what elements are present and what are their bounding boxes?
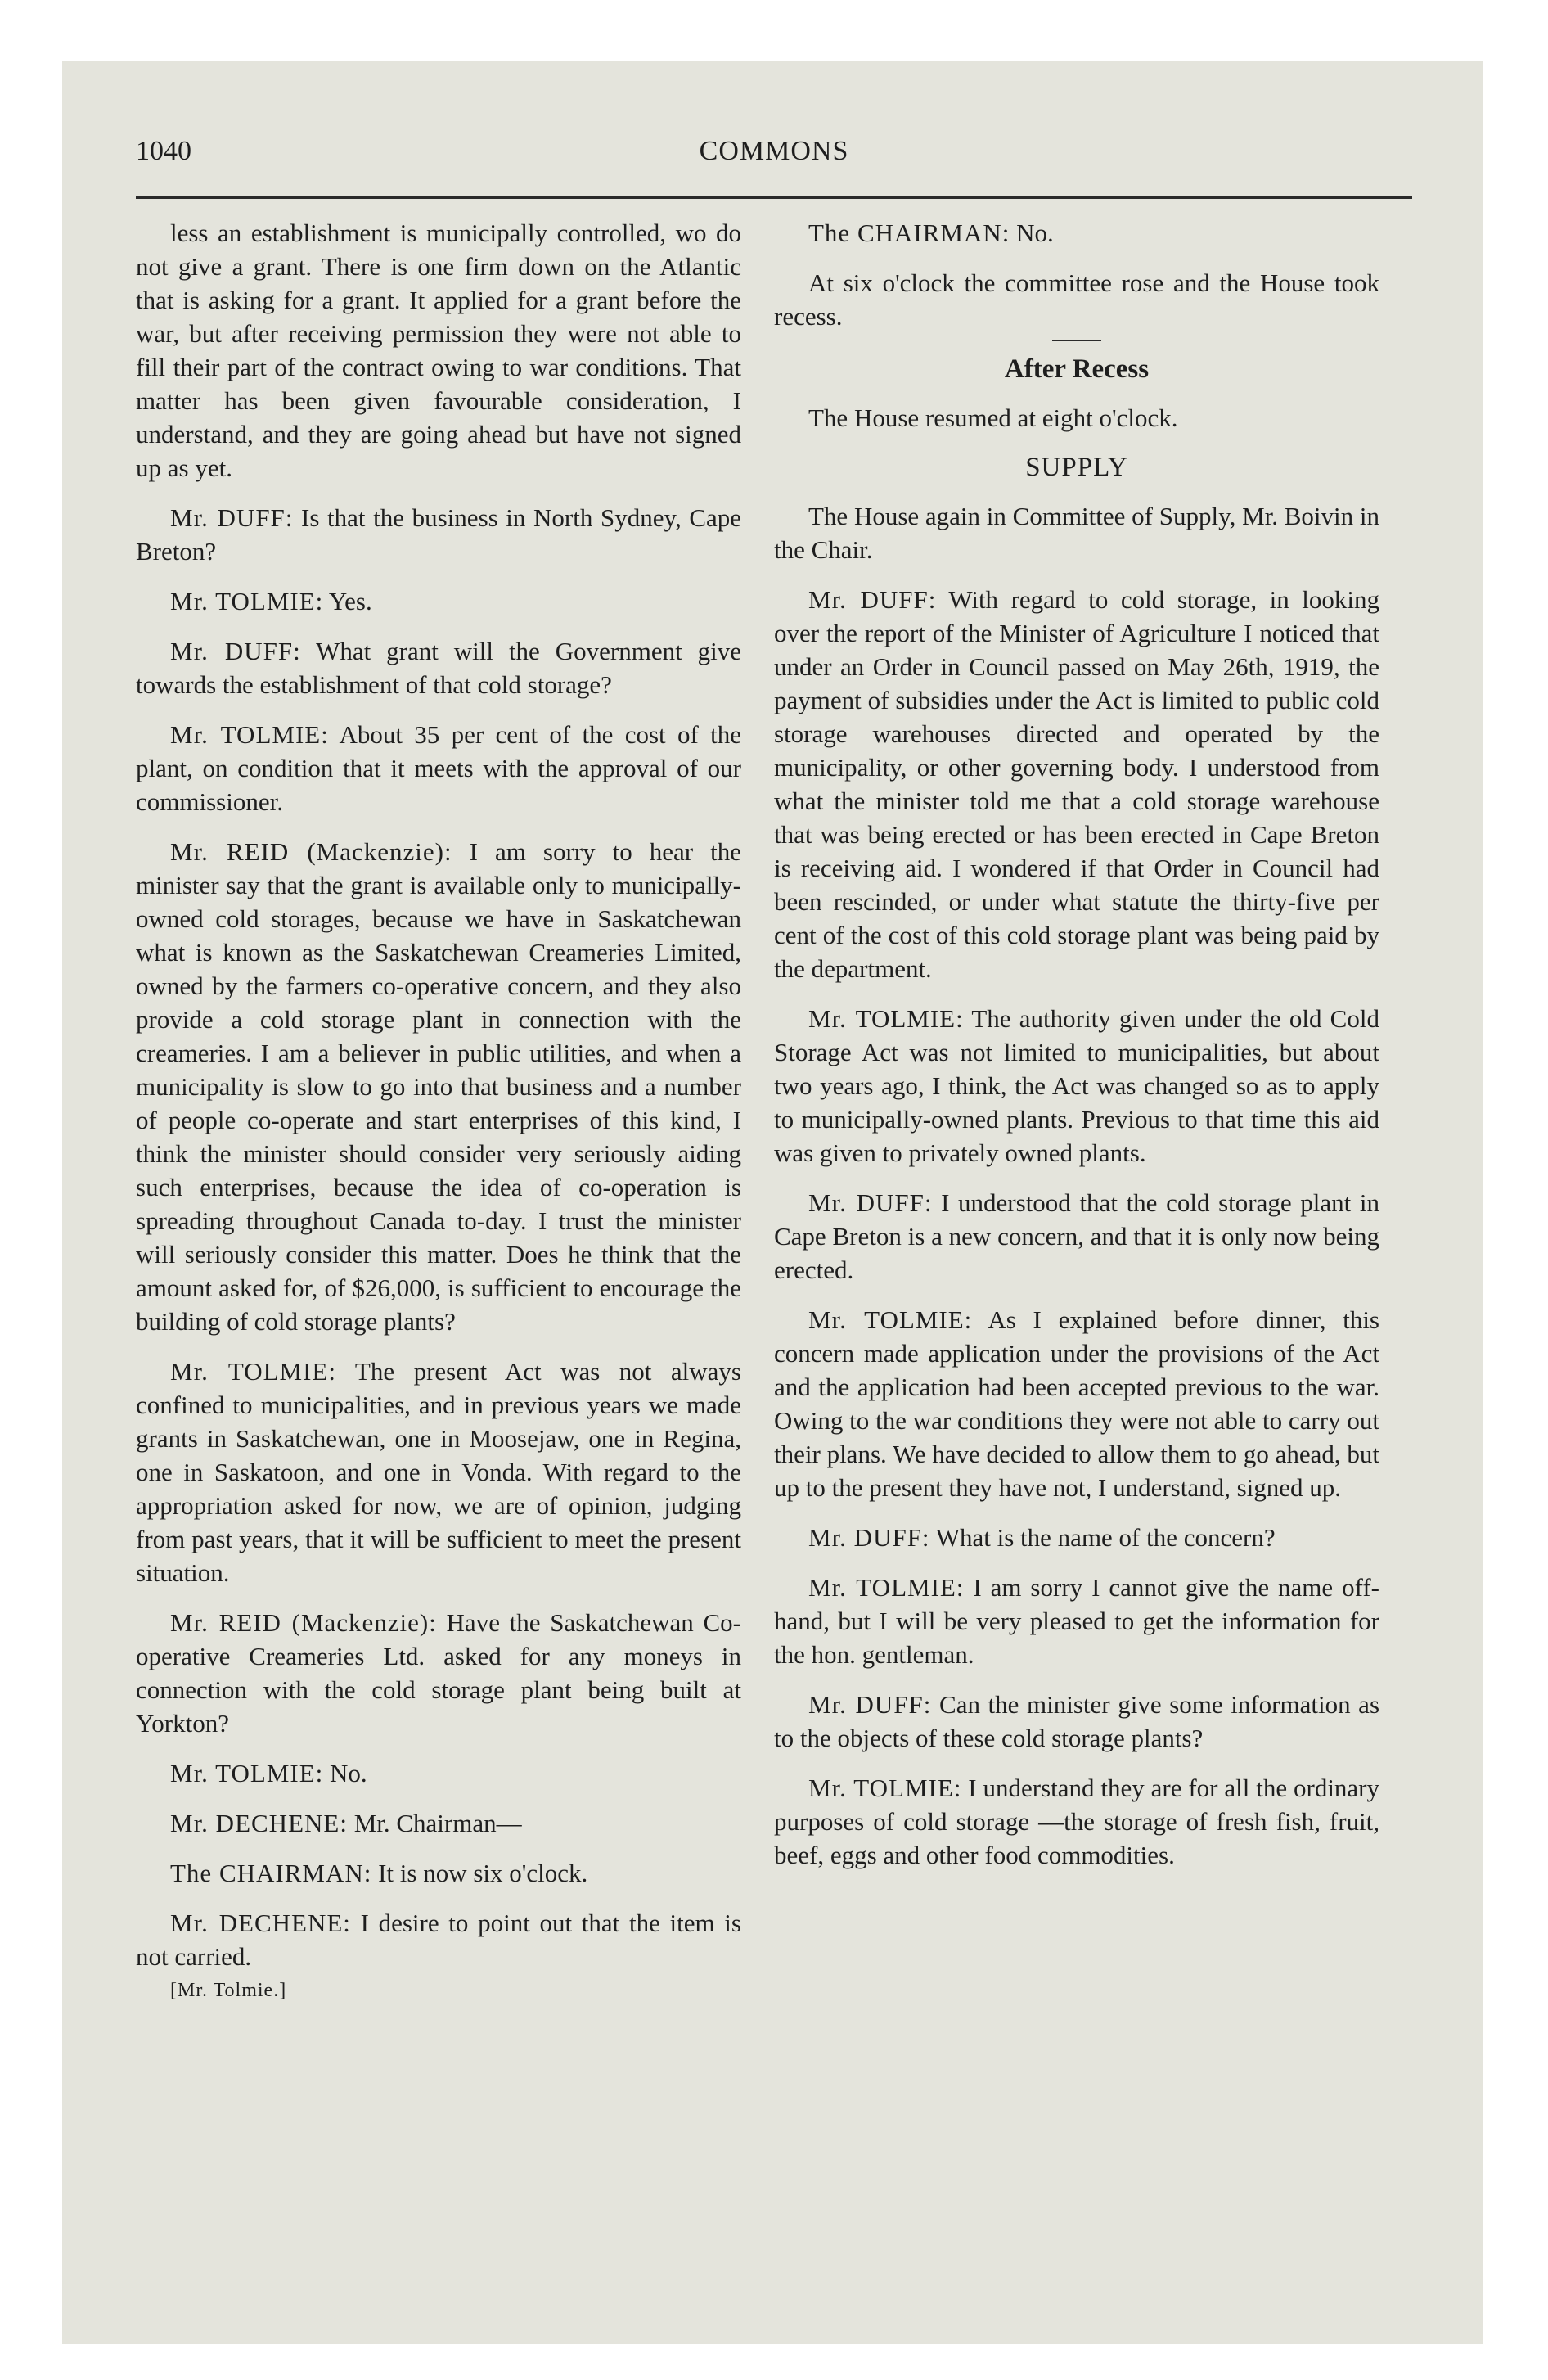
speaker-name: Mr. DUFF:	[170, 503, 294, 532]
speech-text: The present Act was not always confined to municipalities, and in previous years we made grants in Saskatchewan, one in Moosejaw, one in Regina, one in Saskatoon, and one in Vonda. With regard to the appropriation asked for now, we are of opinion, judging from past years, that it will be sufficient to meet the present situation.	[136, 1357, 741, 1587]
paragraph	[136, 835, 741, 1338]
speech-text: I desire to point out that the item is not carried.	[136, 1909, 741, 1971]
left-column	[136, 216, 741, 2003]
speaker-name: Mr. DUFF:	[170, 637, 301, 665]
paragraph	[136, 216, 741, 485]
speaker-name: Mr. TOLMIE:	[170, 587, 324, 615]
speaker-name: Mr. DECHENE:	[170, 1909, 351, 1937]
speech-text: What grant will the Government give towards the establishment of that cold storage?	[136, 637, 741, 699]
speaker-name: Mr. DUFF:	[808, 1188, 933, 1217]
paragraph	[136, 1906, 741, 1973]
page-header	[136, 136, 1412, 182]
paragraph	[774, 1771, 1379, 1872]
paragraph	[136, 718, 741, 818]
after-recess-heading: After Recess	[1004, 354, 1150, 384]
speaker-name: Mr. TOLMIE:	[170, 1357, 336, 1386]
speech-text: less an establishment is municipally controlled, wo do not give a grant. There is one firm down on the Atlantic that is asking for a grant. It applied for a grant before the war, but after receiving permission they were not able to fill their part of the contract owing to war conditions. That matter has been given favourable consideration, I understand, and they are going ahead but have not signed up as yet.	[136, 219, 741, 482]
paragraph	[136, 1756, 741, 1790]
paragraph	[774, 583, 1379, 985]
paragraph	[774, 1688, 1379, 1755]
section-divider	[1052, 340, 1101, 341]
speech-text: At six o'clock the committee rose and the House took recess.	[774, 268, 1379, 331]
paragraph	[136, 1355, 741, 1589]
paragraph	[774, 1002, 1379, 1170]
speech-text: Can the minister give some information as to the objects of these cold storage plants?	[774, 1690, 1380, 1752]
paragraph	[136, 1606, 741, 1740]
right-column	[774, 216, 1379, 1888]
page-number: 1040	[136, 136, 191, 166]
paragraph	[136, 634, 741, 701]
speaker-name: Mr. DUFF:	[808, 585, 937, 614]
speech-text: As I explained before dinner, this concern made application under the provisions of the Act and the application had been accepted previous to the war. Owing to the war conditions they were not able to carry out their plans. We have decided to allow them to go ahead, but up to the present they have not, I understand, signed up.	[774, 1305, 1379, 1502]
speaker-name: Mr. DECHENE:	[170, 1809, 348, 1837]
speaker-name: Mr. TOLMIE:	[808, 1004, 964, 1033]
speech-text: It is now six o'clock.	[378, 1859, 588, 1887]
paragraph	[774, 216, 1379, 250]
resumed-note: The House resumed at eight o'clock.	[808, 403, 1178, 432]
paragraph	[136, 1856, 741, 1890]
speech-text: I understand they are for all the ordinary purposes of cold storage —the storage of fresh fish, fruit, beef, eggs and other food commodities.	[774, 1774, 1380, 1869]
speaker-name: Mr. TOLMIE:	[170, 1759, 324, 1787]
speech-text: The authority given under the old Cold Storage Act was not limited to municipalities, but about two years ago, I think, the Act was changed so as to apply to municipally-owned plants. Previous to that time this aid was given to privately owned plants.	[774, 1004, 1379, 1167]
speech-text: Yes.	[328, 587, 372, 615]
speaker-name: Mr. TOLMIE:	[808, 1305, 973, 1334]
speaker-name: Mr. TOLMIE:	[808, 1774, 962, 1802]
supply-heading: SUPPLY	[1025, 453, 1128, 482]
paragraph	[774, 266, 1379, 333]
committee-note: The House again in Committee of Supply, Mr. Boivin in the Chair.	[774, 502, 1380, 564]
speaker-name: Mr. DUFF:	[808, 1523, 930, 1552]
paragraph	[136, 584, 741, 618]
paragraph	[774, 1521, 1379, 1554]
speech-text: Is that the business in North Sydney, Cape Breton?	[136, 503, 742, 566]
speaker-name: Mr. DUFF:	[808, 1690, 932, 1719]
speech-text: No.	[330, 1759, 367, 1787]
speaker-footnote: [Mr. Tolmie.]	[170, 1980, 287, 2001]
speaker-name: Mr. TOLMIE:	[808, 1573, 965, 1602]
speech-text: I am sorry I cannot give the name off-hand, but I will be very pleased to get the information for the hon. gentleman.	[774, 1573, 1379, 1669]
speech-text: With regard to cold storage, in looking over the report of the Minister of Agriculture I noticed that under an Order in Council passed on May 26th, 1919, the payment of subsidies under the Act is limited to public cold storage warehouses directed and operated by the municipality, or other governing body. I understood from what the minister told me that a cold storage warehouse that was being erected or has been erected in Cape Breton is receiving aid. I wondered if that Order in Council had been rescinded, or under what statute the thirty-five per cent of the cost of this cold storage plant was being paid by the department.	[774, 585, 1379, 983]
speech-text: Mr. Chairman—	[353, 1809, 522, 1837]
speaker-name: The CHAIRMAN:	[808, 219, 1010, 247]
paragraph	[136, 501, 741, 568]
document-page	[62, 61, 1483, 2344]
paragraph	[774, 1186, 1379, 1287]
speaker-name: The CHAIRMAN:	[170, 1859, 372, 1887]
paragraph	[774, 1571, 1379, 1671]
running-head: COMMONS	[699, 136, 849, 166]
speech-text: No.	[1016, 219, 1054, 247]
header-rule	[136, 196, 1412, 199]
speech-text: Have the Saskatchewan Co-operative Creameries Ltd. asked for any moneys in connection with the cold storage plant being built at Yorkton?	[136, 1608, 741, 1738]
speech-text: I am sorry to hear the minister say that the grant is available only to municipally-owned cold storages, because we have in Saskatchewan what is known as the Saskatchewan Creameries Limited, owned by the farmers co-operative concern, and they also provide a cold storage plant in connection with the creameries. I am a believer in public utilities, and when a municipality is slow to go into that business and a number of people co-operate and start enterprises of this kind, I think the minister should consider very seriously aiding such enterprises, because the idea of co-operation is spreading throughout Canada to-day. I trust the minister will seriously consider this matter. Does he think that the amount asked for, of $26,000, is sufficient to encourage the building of cold storage plants?	[136, 837, 742, 1336]
speaker-name: Mr. TOLMIE:	[170, 720, 329, 749]
speech-text: About 35 per cent of the cost of the plant, on condition that it meets with the approval of our commissioner.	[136, 720, 741, 816]
speaker-name: Mr. REID (Mackenzie):	[170, 1608, 437, 1637]
paragraph	[774, 1303, 1379, 1504]
speaker-name: Mr. REID (Mackenzie):	[170, 837, 452, 866]
speech-text: I understood that the cold storage plant in Cape Breton is a new concern, and that it is only now being erected.	[774, 1188, 1379, 1284]
speech-text: What is the name of the concern?	[935, 1523, 1276, 1552]
paragraph	[136, 1806, 741, 1840]
